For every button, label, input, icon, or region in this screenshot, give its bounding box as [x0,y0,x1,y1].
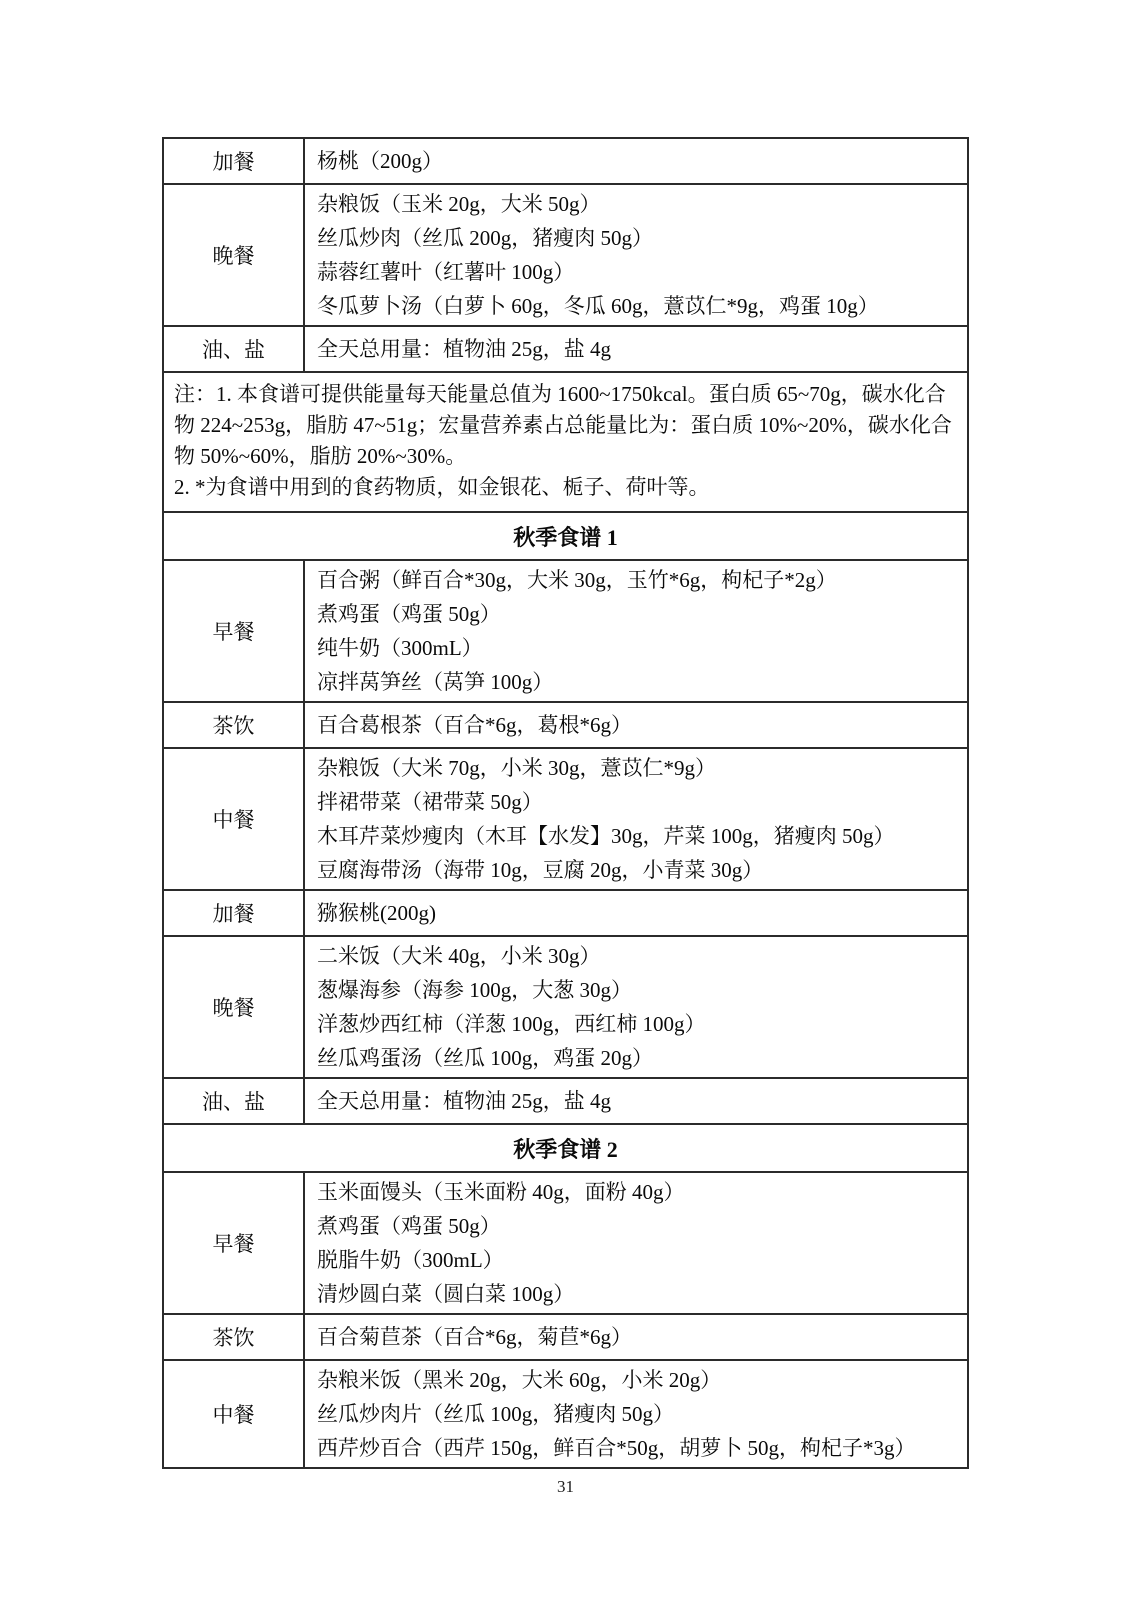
dish-line: 杂粮饭（玉米 20g，大米 50g） [317,192,601,216]
dish-line: 玉米面馒头（玉米面粉 40g，面粉 40g） [317,1180,685,1204]
meal-label: 加餐 [163,890,304,936]
meal-label: 中餐 [163,748,304,890]
meal-label: 茶饮 [163,1314,304,1360]
dish-line: 杨桃（200g） [317,149,443,173]
meal-content [304,936,968,1078]
dish-line: 葱爆海参（海参 100g，大葱 30g） [317,978,632,1002]
dish-line: 猕猴桃(200g) [317,901,436,925]
meal-content [304,326,968,372]
row-dinner [163,184,968,326]
dish-line: 杂粮米饭（黑米 20g，大米 60g，小米 20g） [317,1368,722,1392]
dish-line: 百合菊苣茶（百合*6g，菊苣*6g） [317,1325,632,1349]
meal-plan-table [162,137,969,1469]
dish-line: 凉拌莴笋丝（莴笋 100g） [317,670,554,694]
dish-line: 百合葛根茶（百合*6g，葛根*6g） [317,713,632,737]
meal-content [304,1172,968,1314]
meal-content [304,1078,968,1124]
meal-content [304,1314,968,1360]
dish-line: 丝瓜炒肉片（丝瓜 100g，猪瘦肉 50g） [317,1402,674,1426]
section-header-autumn-menu-2 [163,1124,968,1172]
dish-line: 木耳芹菜炒瘦肉（木耳【水发】30g，芹菜 100g，猪瘦肉 50g） [317,824,895,848]
row-dinner [163,936,968,1078]
dish-line: 丝瓜鸡蛋汤（丝瓜 100g，鸡蛋 20g） [317,1046,653,1070]
meal-label: 加餐 [163,138,304,184]
dish-line: 洋葱炒西红柿（洋葱 100g，西红柿 100g） [317,1012,706,1036]
meal-content [304,560,968,702]
row-snack [163,890,968,936]
dish-line: 冬瓜萝卜汤（白萝卜 60g，冬瓜 60g，薏苡仁*9g，鸡蛋 10g） [317,294,879,318]
row-lunch [163,748,968,890]
dish-line: 蒜蓉红薯叶（红薯叶 100g） [317,260,575,284]
dish-line: 脱脂牛奶（300mL） [317,1248,504,1272]
row-notes [163,372,968,512]
row-snack [163,138,968,184]
meal-label: 中餐 [163,1360,304,1468]
row-lunch [163,1360,968,1468]
dish-line: 煮鸡蛋（鸡蛋 50g） [317,602,501,626]
dish-line: 杂粮饭（大米 70g，小米 30g，薏苡仁*9g） [317,756,716,780]
section-title: 秋季食谱 2 [163,1124,968,1172]
dish-line: 拌裙带菜（裙带菜 50g） [317,790,543,814]
row-oil-salt [163,326,968,372]
meal-label: 晚餐 [163,936,304,1078]
meal-label: 早餐 [163,1172,304,1314]
meal-content [304,1360,968,1468]
dish-line: 百合粥（鲜百合*30g，大米 30g，玉竹*6g，枸杞子*2g） [317,568,837,592]
row-tea [163,1314,968,1360]
meal-label: 晚餐 [163,184,304,326]
meal-label: 油、盐 [163,326,304,372]
row-breakfast [163,560,968,702]
dish-line: 清炒圆白菜（圆白菜 100g） [317,1282,575,1306]
dish-line: 西芹炒百合（西芹 150g，鲜百合*50g，胡萝卜 50g，枸杞子*3g） [317,1436,916,1460]
row-breakfast [163,1172,968,1314]
dish-line: 二米饭（大米 40g，小米 30g） [317,944,601,968]
notes-cell [163,372,968,512]
meal-content [304,184,968,326]
page-number: 31 [557,1477,574,1496]
meal-content [304,890,968,936]
row-tea [163,702,968,748]
row-oil-salt [163,1078,968,1124]
dish-line: 全天总用量：植物油 25g，盐 4g [317,337,611,361]
note-line: 注：1. 本食谱可提供能量每天能量总值为 1600~1750kcal。蛋白质 65~70g，碳水化合物 224~253g，脂肪 47~51g；宏量营养素占总能量比为：蛋白质 10%~20%，碳水化合物 50%~60%，脂肪 20%~30%。 [174,382,952,468]
meal-label: 油、盐 [163,1078,304,1124]
note-line: 2. *为食谱中用到的食药物质，如金银花、栀子、荷叶等。 [174,475,710,499]
dish-line: 全天总用量：植物油 25g，盐 4g [317,1089,611,1113]
dish-line: 煮鸡蛋（鸡蛋 50g） [317,1214,501,1238]
meal-content [304,702,968,748]
dish-line: 豆腐海带汤（海带 10g，豆腐 20g，小青菜 30g） [317,858,764,882]
meal-label: 早餐 [163,560,304,702]
dish-line: 纯牛奶（300mL） [317,636,483,660]
meal-content [304,138,968,184]
dish-line: 丝瓜炒肉（丝瓜 200g，猪瘦肉 50g） [317,226,653,250]
meal-content [304,748,968,890]
section-title: 秋季食谱 1 [163,512,968,560]
meal-label: 茶饮 [163,702,304,748]
section-header-autumn-menu-1 [163,512,968,560]
